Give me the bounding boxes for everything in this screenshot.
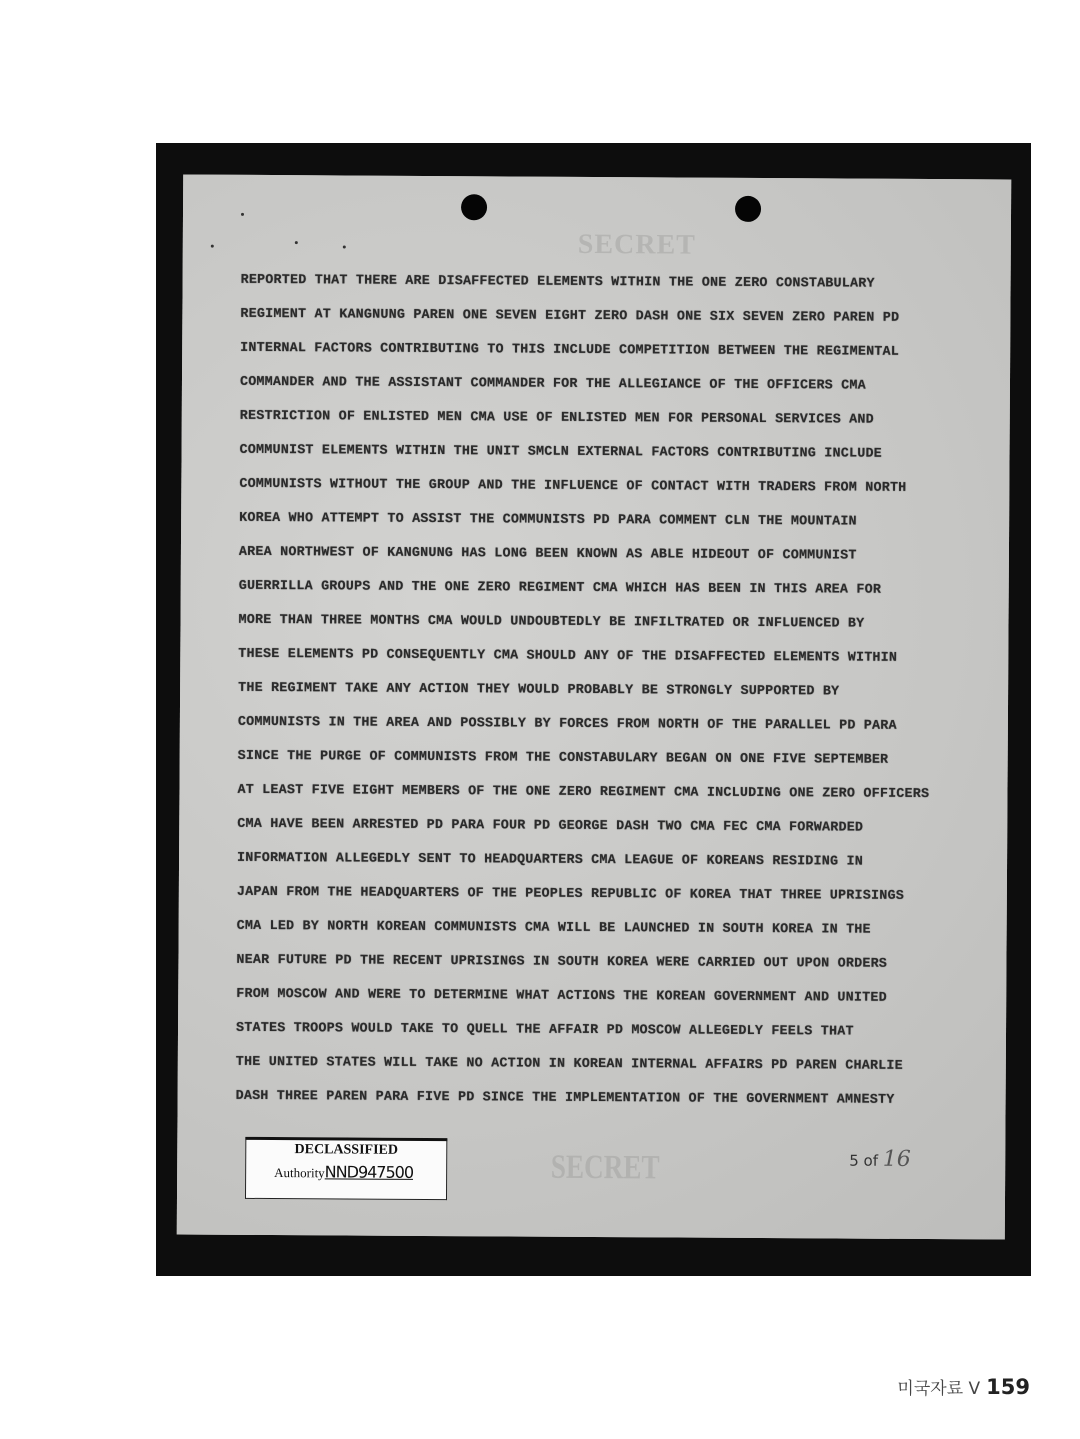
text-line: SINCE THE PURGE OF COMMUNISTS FROM THE CONSTABULARY BEGAN ON ONE FIVE SEPTEMBER	[237, 748, 889, 768]
text-line: FROM MOSCOW AND WERE TO DETERMINE WHAT ACTIONS THE KOREAN GOVERNMENT AND UNITED	[236, 986, 887, 1006]
scan-frame	[156, 143, 1031, 1276]
teletype-body	[235, 271, 980, 1126]
text-line: AREA NORTHWEST OF KANGNUNG HAS LONG BEEN KNOWN AS ABLE HIDEOUT OF COMMUNIST	[238, 544, 857, 564]
classification-marking-top: SECRET	[577, 228, 696, 261]
speck	[343, 245, 346, 248]
punch-hole	[461, 194, 487, 220]
text-line: DASH THREE PAREN PARA FIVE PD SINCE THE IMPLEMENTATION OF THE GOVERNMENT AMNESTY	[235, 1088, 895, 1108]
text-line: NEAR FUTURE PD THE RECENT UPRISINGS IN SOUTH KOREA WERE CARRIED OUT UPON ORDERS	[236, 952, 888, 972]
text-line: CMA HAVE BEEN ARRESTED PD PARA FOUR PD GEORGE DASH TWO CMA FEC CMA FORWARDED	[237, 816, 864, 836]
stamp-title: DECLASSIFIED	[294, 1142, 399, 1158]
page-count-handwritten: 16	[882, 1146, 911, 1172]
text-line: THE REGIMENT TAKE ANY ACTION THEY WOULD PROBABLY BE STRONGLY SUPPORTED BY	[238, 680, 840, 700]
speck	[295, 241, 298, 244]
document-page	[177, 174, 1011, 1239]
text-line: COMMUNISTS WITHOUT THE GROUP AND THE INFLUENCE OF CONTACT WITH TRADERS FROM NORTH	[239, 476, 907, 496]
speck	[211, 245, 214, 248]
page-count	[849, 1147, 911, 1172]
page-count-typed: 5 of	[849, 1151, 879, 1170]
text-line: REGIMENT AT KANGNUNG PAREN ONE SEVEN EIGHT ZERO DASH ONE SIX SEVEN ZERO PAREN PD	[240, 306, 900, 326]
footer-section: 미국자료 Ⅴ	[897, 1379, 981, 1399]
speck	[241, 213, 244, 216]
authority-number: NND947500	[324, 1162, 414, 1182]
text-line: COMMUNIST ELEMENTS WITHIN THE UNIT SMCLN EXTERNAL FACTORS CONTRIBUTING INCLUDE	[239, 442, 882, 462]
text-line: COMMUNISTS IN THE AREA AND POSSIBLY BY FORCES FROM NORTH OF THE PARALLEL PD PARA	[237, 714, 897, 734]
text-line: AT LEAST FIVE EIGHT MEMBERS OF THE ONE ZERO REGIMENT CMA INCLUDING ONE ZERO OFFICERS	[237, 782, 930, 803]
text-line: INFORMATION ALLEGEDLY SENT TO HEADQUARTERS CMA LEAGUE OF KOREANS RESIDING IN	[237, 850, 864, 870]
text-line: RESTRICTION OF ENLISTED MEN CMA USE OF ENLISTED MEN FOR PERSONAL SERVICES AND	[239, 408, 874, 428]
text-line: MORE THAN THREE MONTHS CMA WOULD UNDOUBTEDLY BE INFILTRATED OR INFLUENCED BY	[238, 612, 865, 632]
text-line: GUERRILLA GROUPS AND THE ONE ZERO REGIMENT CMA WHICH HAS BEEN IN THIS AREA FOR	[238, 578, 882, 598]
authority-label: Authority	[274, 1165, 325, 1181]
declassified-stamp	[245, 1137, 447, 1200]
stamp-authority	[274, 1162, 413, 1182]
classification-marking-bottom: SECRET	[550, 1148, 660, 1187]
text-line: CMA LED BY NORTH KOREAN COMMUNISTS CMA WILL BE LAUNCHED IN SOUTH KOREA IN THE	[236, 918, 871, 938]
footer-page-number: 159	[986, 1375, 1030, 1399]
text-line: JAPAN FROM THE HEADQUARTERS OF THE PEOPLES REPUBLIC OF KOREA THAT THREE UPRISINGS	[236, 884, 904, 904]
text-line: THESE ELEMENTS PD CONSEQUENTLY CMA SHOULD ANY OF THE DISAFFECTED ELEMENTS WITHIN	[238, 646, 898, 666]
text-line: KOREA WHO ATTEMPT TO ASSIST THE COMMUNISTS PD PARA COMMENT CLN THE MOUNTAIN	[239, 510, 857, 530]
text-line: STATES TROOPS WOULD TAKE TO QUELL THE AFFAIR PD MOSCOW ALLEGEDLY FEELS THAT	[235, 1020, 854, 1040]
text-line: COMMANDER AND THE ASSISTANT COMMANDER FOR THE ALLEGIANCE OF THE OFFICERS CMA	[239, 374, 866, 394]
text-line: INTERNAL FACTORS CONTRIBUTING TO THIS INCLUDE COMPETITION BETWEEN THE REGIMENTAL	[240, 340, 900, 360]
punch-hole	[735, 196, 761, 222]
page-footer	[897, 1374, 1030, 1399]
text-line: REPORTED THAT THERE ARE DISAFFECTED ELEMENTS WITHIN THE ONE ZERO CONSTABULARY	[240, 272, 875, 292]
text-line: THE UNITED STATES WILL TAKE NO ACTION IN KOREAN INTERNAL AFFAIRS PD PAREN CHARLIE	[235, 1054, 903, 1074]
